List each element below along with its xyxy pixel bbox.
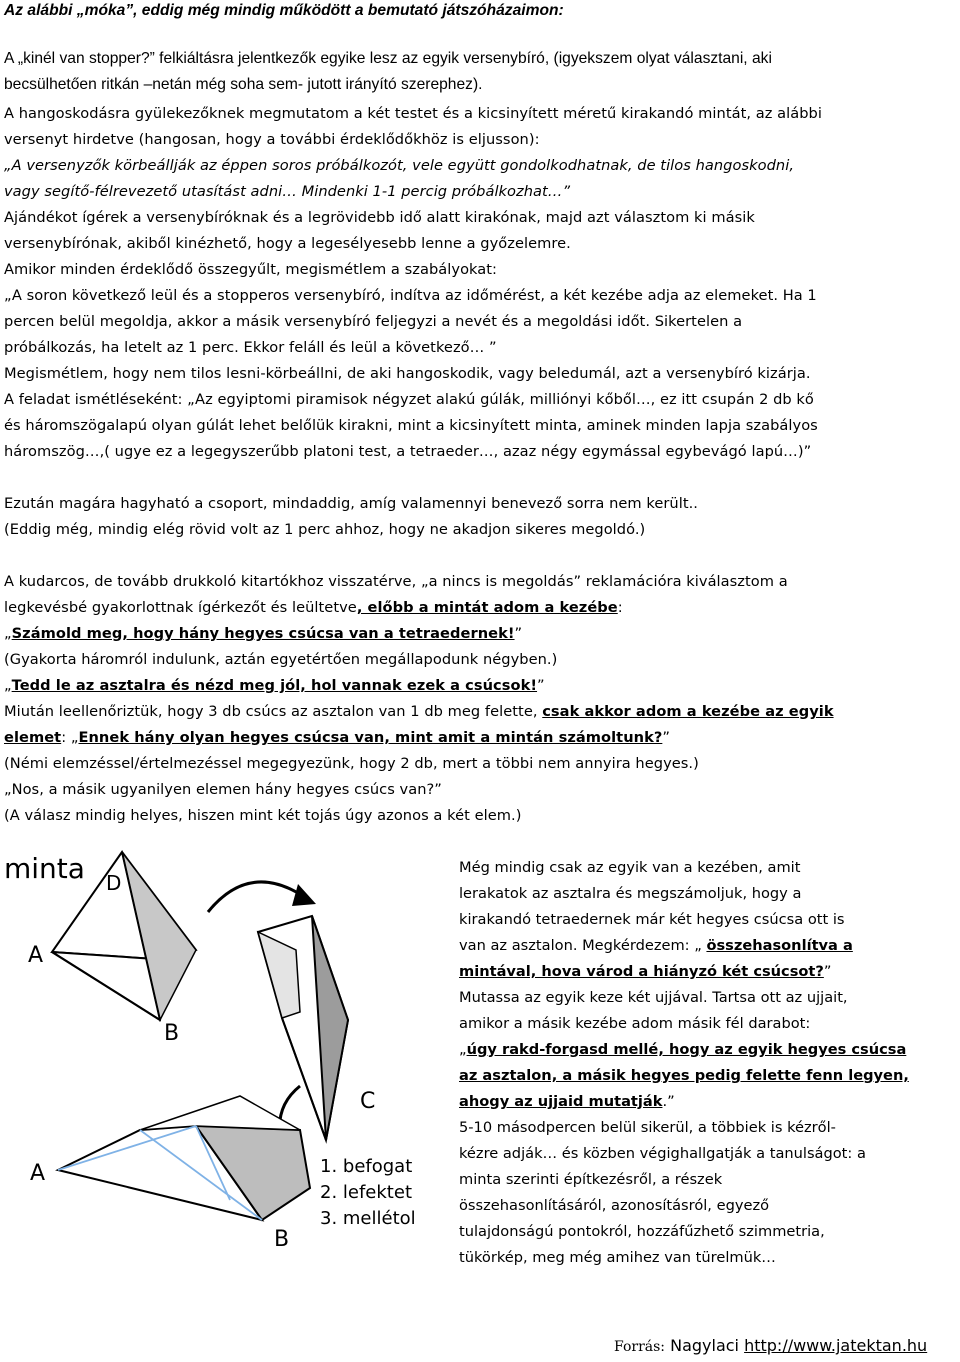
side-text-line: kézre adják… és közben végighallgatják a tanulságot: a [459, 1145, 866, 1162]
document-title: Az alábbi „móka”, eddig még mindig működött a bemutató játszóházaimon: [4, 2, 564, 19]
side-text-line [459, 959, 831, 985]
vertex-label-d: D [106, 871, 122, 895]
paragraph-line: háromszög…,( ugye ez a legegyszerűbb platoni test, a tetraeder…, azaz négy egymással egybevágó lapú…)” [4, 443, 812, 460]
source-link[interactable]: http://www.jatektan.hu [744, 1336, 928, 1355]
side-text-line: 5-10 másodpercen belül sikerül, a többiek is kézről- [459, 1119, 836, 1136]
text-run: „ [459, 1041, 467, 1058]
assembled-top-face [140, 1096, 300, 1130]
side-text-line: összehasonlításáról, azonosításról, egyező [459, 1197, 770, 1214]
text-run: ” [537, 677, 545, 694]
paragraph-line: A feladat ismétléseként: „Az egyiptomi piramisok négyzet alakú gúlák, milliónyi kőből…, ez itt csupán 2 db kő [4, 391, 814, 408]
paragraph-line: Amikor minden érdeklődő összegyűlt, megismétlem a szabályokat: [4, 261, 498, 278]
side-text-line: Még mindig csak az egyik van a kezében, amit [459, 859, 801, 876]
emphasis-text: mintával, hova várod a hiányzó két csúcsot? [459, 963, 824, 980]
text-run: „ [4, 677, 12, 694]
paragraph-line [4, 597, 623, 619]
emphasis-text: összehasonlítva a [706, 937, 853, 954]
vertex-label-a: A [28, 943, 44, 968]
emphasis-text: , előbb a mintát adom a kezébe [356, 599, 618, 616]
paragraph-line: Megismétlem, hogy nem tilos lesni-körbeállni, de aki hangoskodik, vagy beledumál, azt a versenybíró kizárja. [4, 365, 811, 382]
paragraph-line: (A válasz mindig helyes, hiszen mint két tojás úgy azonos a két elem.) [4, 807, 522, 824]
side-text-line [459, 933, 853, 959]
side-text-line: minta szerinti építkezésről, a részek [459, 1171, 723, 1188]
vertex-label-a2: A [30, 1161, 46, 1186]
arrow-head [292, 884, 316, 906]
emphasis-text: elemet [4, 729, 62, 746]
quote-line: vagy segítő-félrevezető utasítást adni… Mindenki 1-1 percig próbálkozhat…” [4, 183, 571, 200]
paragraph-line: (Eddig még, mindig elég rövid volt az 1 perc ahhoz, hogy ne akadjon sikeres megoldó.) [4, 521, 646, 538]
emphasis-text: Ennek hány olyan hegyes csúcsa van, mint amit a mintán számoltunk? [78, 729, 663, 746]
emphasis-text: csak akkor adom a kezébe az egyik [542, 703, 834, 720]
step-3-label: 3. mellétol [320, 1208, 416, 1229]
emphasis-text: ahogy az ujjaid mutatják [459, 1093, 663, 1110]
source-credit [614, 1336, 927, 1356]
paragraph-line: A „kinél van stopper?” felkiáltásra jelentkezők egyike lesz az egyik versenybíró, (igyekszem olyat választani, aki [4, 50, 772, 67]
vertex-label-b2: B [274, 1227, 290, 1252]
side-text-line: amikor a másik kezébe adom másik fél darabot: [459, 1015, 811, 1032]
paragraph-line [4, 675, 545, 697]
side-text-line: kirakandó tetraedernek már két hegyes csúcsa ott is [459, 911, 845, 928]
rotate-arrow [208, 882, 306, 912]
emphasis-text: Számold meg, hogy hány hegyes csúcsa van a tetraedernek! [11, 625, 515, 642]
side-text-line [459, 1089, 675, 1115]
text-run: „ [4, 625, 12, 642]
side-text-line: Mutassa az egyik keze két ujjával. Tartsa ott az ujjait, [459, 989, 848, 1006]
text-run: Miután leellenőriztük, hogy 3 db csúcs az asztalon van 1 db meg felette, [4, 703, 543, 720]
paragraph-line [4, 701, 834, 723]
text-run: : „ [61, 729, 79, 746]
emphasis-text: úgy rakd-forgasd mellé, hogy az egyik hegyes csúcsa [466, 1041, 907, 1058]
paragraph-line: „Nos, a másik ugyanilyen elemen hány hegyes csúcs van?” [4, 781, 442, 798]
text-run: .” [662, 1093, 675, 1110]
paragraph-line: versenybírónak, akiből kinézhető, hogy a legesélyesebb lenne a győzelemre. [4, 235, 571, 252]
paragraph-line: versenyt hirdetve (hangosan, hogy a további érdeklődőkhöz is eljusson): [4, 131, 540, 148]
text-run: : [617, 599, 623, 616]
side-text-line: lerakatok az asztalra és megszámoljuk, hogy a [459, 885, 802, 902]
text-run: ” [514, 625, 523, 642]
paragraph-line: percen belül megoldja, akkor a másik versenybíró feljegyzi a nevét és a megoldási időt. Sikertelen a [4, 313, 743, 330]
quote-line: „A versenyzők körbeállják az éppen soros próbálkozót, vele együtt gondolkodhatnak, de tilos hangoskodni, [4, 157, 795, 174]
paragraph-line: próbálkozás, ha letelt az 1 perc. Ekkor feláll és leül a következő… ” [4, 339, 497, 356]
minta-label: minta [4, 852, 85, 885]
step-1-label: 1. befogat [320, 1156, 413, 1177]
text-run: ” [823, 963, 832, 980]
side-text-line: tükörkép, meg még amihez van türelmük… [459, 1249, 776, 1266]
paragraph-line: A hangoskodásra gyülekezőknek megmutatom a két testet és a kicsinyített méretű kirakandó mintát, az alábbi [4, 105, 822, 122]
step-2-label: 2. lefektet [320, 1182, 412, 1203]
side-text-line: tulajdonságú pontokról, hozzáfűzhető szimmetria, [459, 1223, 825, 1240]
emphasis-text: Tedd le az asztalra és nézd meg jól, hol vannak ezek a csúcsok! [11, 677, 538, 694]
vertex-label-c: C [360, 1089, 376, 1114]
paragraph-line [4, 727, 670, 749]
source-author: Nagylaci [665, 1336, 745, 1355]
paragraph-line: (Némi elemzéssel/értelmezéssel megegyezünk, hogy 2 db, mert a többi nem annyira hegyes.) [4, 755, 699, 772]
source-label: Forrás: [614, 1339, 666, 1355]
paragraph-line: Ezután magára hagyható a csoport, mindaddig, amíg valamennyi benevező sorra nem került.. [4, 495, 698, 512]
paragraph-line: és háromszögalapú olyan gúlát lehet belőlük kirakni, mint a kicsinyített minta, aminek minden lapja szabályos [4, 417, 818, 434]
tetrahedron-figure [0, 840, 450, 1260]
paragraph-line: „A soron következő leül és a stopperos versenybíró, indítva az időmérést, a két kezébe adja az elemeket. Ha 1 [4, 287, 817, 304]
vertex-label-b: B [164, 1021, 180, 1046]
side-text-line: az asztalon, a másik hegyes pedig felette fenn legyen, [459, 1067, 909, 1084]
paragraph-line [4, 623, 522, 645]
side-text-line [459, 1037, 906, 1063]
paragraph-line: Ajándékot ígérek a versenybíróknak és a legrövidebb idő alatt kirakónak, majd azt választom ki másik [4, 209, 755, 226]
paragraph-line: becsülhetően ritkán –netán még soha sem- jutott irányító szerephez). [4, 76, 483, 93]
paragraph-line: (Gyakorta háromról indulunk, aztán egyetértően megállapodunk négyben.) [4, 651, 558, 668]
paragraph-line: A kudarcos, de tovább drukkoló kitartókhoz visszatérve, „a nincs is megoldás” reklamációra kiválasztom a [4, 573, 788, 590]
text-run: van az asztalon. Megkérdezem: „ [459, 937, 707, 954]
text-run: legkevésbé gyakorlottnak ígérkezőt és leültetve [4, 599, 357, 616]
text-run: ” [662, 729, 670, 746]
